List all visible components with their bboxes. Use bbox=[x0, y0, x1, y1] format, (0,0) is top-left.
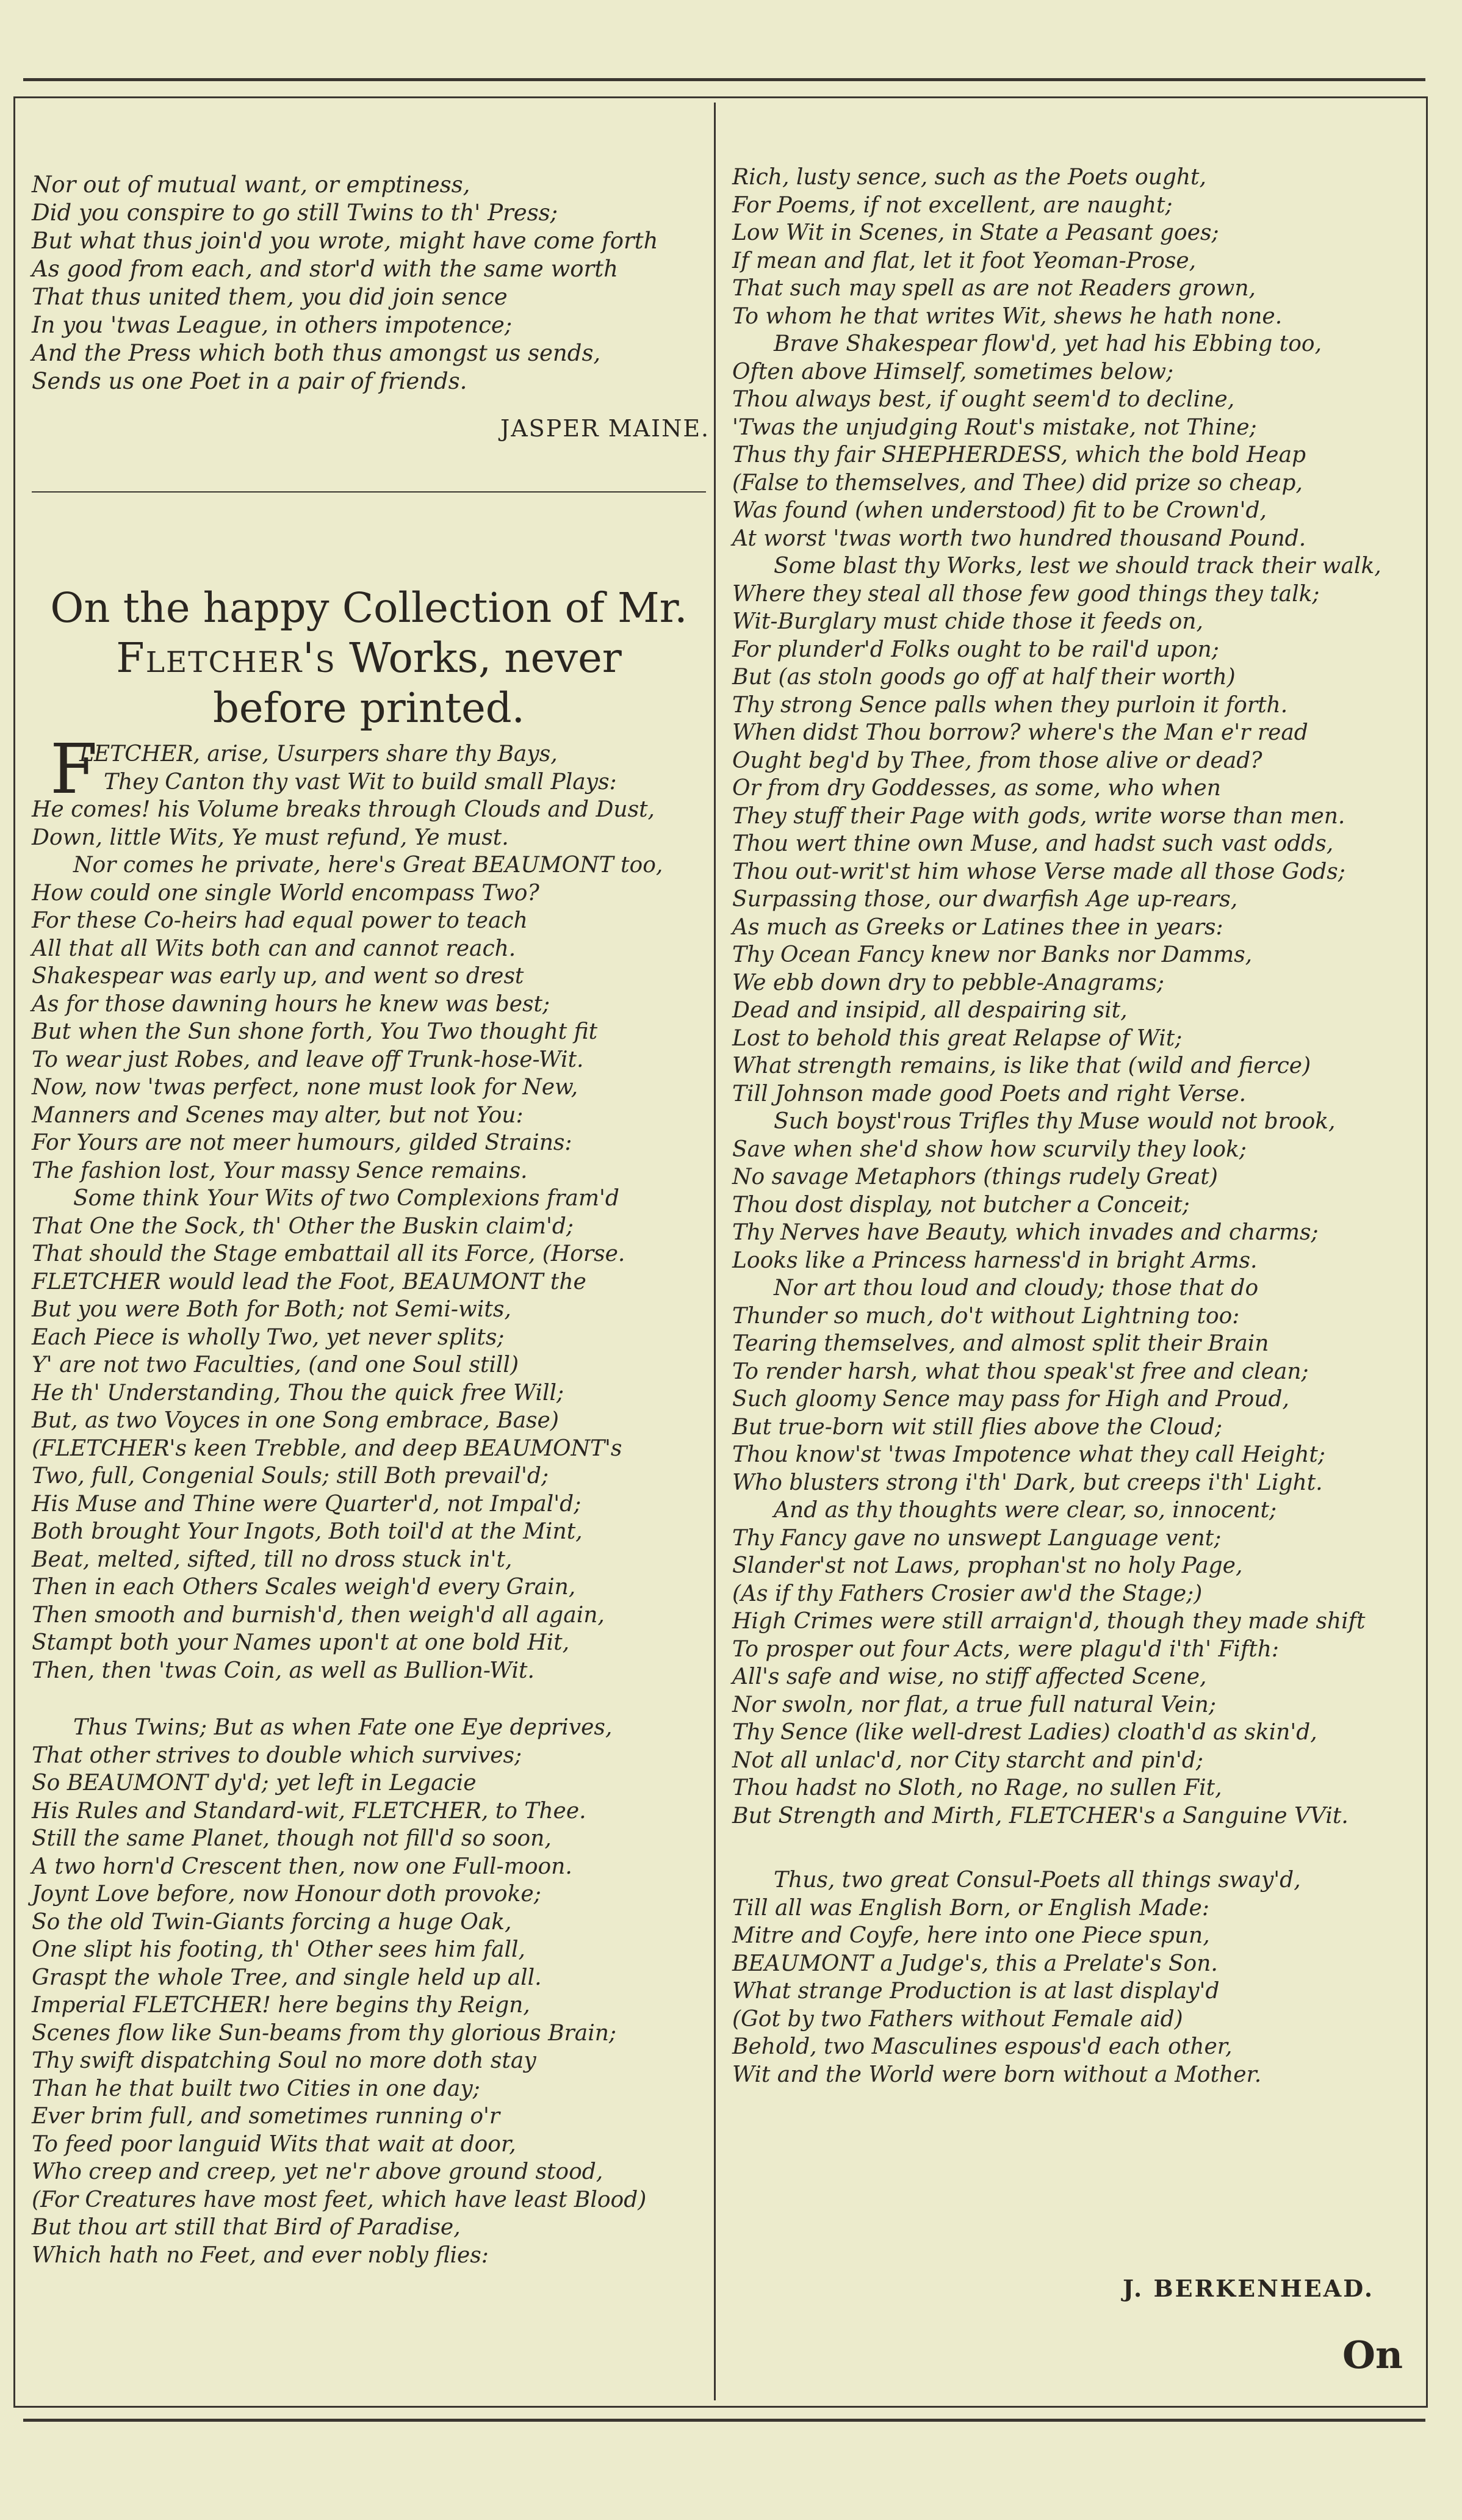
verse-line: They stuff their Page with gods, write worse than men. bbox=[732, 803, 1345, 829]
verse-line: When didst Thou borrow? where's the Man e'r read bbox=[732, 720, 1308, 745]
verse-line: He comes! his Volume breaks through Clouds and Dust, bbox=[32, 797, 655, 822]
verse-line: Two, full, Congenial Souls; still Both prevail'd; bbox=[32, 1464, 549, 1489]
verse-line: But what thus join'd you wrote, might have come forth bbox=[32, 228, 658, 254]
right-column-verse bbox=[732, 164, 1416, 2089]
verse-line: Still the same Planet, though not fill'd so soon, bbox=[32, 1826, 552, 1851]
verse-line: Thus thy fair SHEPHERDESS, which the bold Heap bbox=[732, 442, 1306, 468]
verse-line: Then, then 'twas Coin, as well as Bullion-Wit. bbox=[32, 1658, 535, 1683]
verse-line: Thunder so much, do't without Lightning too: bbox=[732, 1303, 1240, 1329]
verse-line: But you were Both for Both; not Semi-wits, bbox=[32, 1297, 511, 1322]
title-line-3: before printed. bbox=[213, 684, 525, 732]
verse-line: Thou know'st 'twas Impotence what they call Height; bbox=[732, 1442, 1326, 1467]
verse-line: Wit and the World were born without a Mother. bbox=[732, 2062, 1262, 2087]
verse-line: Nor out of mutual want, or emptiness, bbox=[32, 171, 470, 198]
verse-line: But (as stoln goods go off at half their worth) bbox=[732, 665, 1236, 690]
verse-line: Or from dry Goddesses, as some, who when bbox=[732, 776, 1221, 801]
verse-line: So the old Twin-Giants forcing a huge Oak, bbox=[32, 1909, 512, 1935]
verse-line: Thou dost display, not butcher a Conceit; bbox=[732, 1192, 1190, 1218]
verse-line: Beat, melted, sifted, till no dross stuck in't, bbox=[32, 1547, 513, 1572]
verse-line: Tearing themselves, and almost split their Brain bbox=[732, 1331, 1269, 1356]
verse-line: Ever brim full, and sometimes running o'r bbox=[32, 2104, 500, 2129]
verse-line: As for those dawning hours he knew was best; bbox=[32, 991, 550, 1017]
verse-line: Lost to behold this great Relapse of Wit; bbox=[732, 1025, 1183, 1051]
verse-line: Each Piece is wholly Two, yet never splits; bbox=[32, 1324, 505, 1350]
verse-line: Thy Ocean Fancy knew nor Banks nor Damms, bbox=[732, 942, 1253, 967]
stanza-break bbox=[32, 1684, 706, 1714]
verse-line: That should the Stage embattail all its Force, (Horse. bbox=[32, 1241, 625, 1266]
verse-line: Behold, two Masculines espous'd each other, bbox=[732, 2034, 1233, 2059]
verse-line: Nor swoln, nor flat, a true full natural Vein; bbox=[732, 1692, 1216, 1717]
title-line-2 bbox=[32, 633, 706, 683]
signature-jasper-maine: JASPER MAINE. bbox=[500, 415, 710, 442]
verse-line: If mean and flat, let it foot Yeoman-Prose, bbox=[732, 248, 1197, 273]
verse-line: He th' Understanding, Thou the quick free Will; bbox=[32, 1380, 564, 1406]
drop-cap: F bbox=[50, 730, 98, 809]
verse-line: Thy Sence (like well-drest Ladies) cloath'd as skin'd, bbox=[732, 1720, 1317, 1745]
section-divider bbox=[32, 491, 706, 493]
verse-line: (For Creatures have most feet, which have least Blood) bbox=[32, 2187, 647, 2212]
verse-line: Till all was English Born, or English Made: bbox=[732, 1895, 1209, 1921]
verse-line: For Yours are not meer humours, gilded Strains: bbox=[32, 1130, 572, 1155]
title-fletcher: Fletcher's bbox=[116, 634, 336, 682]
verse-line: So BEAUMONT dy'd; yet left in Legacie bbox=[32, 1771, 477, 1796]
verse-line: How could one single World encompass Two? bbox=[32, 880, 539, 906]
verse-line: Shakespear was early up, and went so drest bbox=[32, 964, 524, 989]
verse-line: (FLETCHER's keen Trebble, and deep BEAUMONT's bbox=[32, 1435, 622, 1461]
verse-line: 'Twas the unjudging Rout's mistake, not Thine; bbox=[732, 414, 1257, 440]
verse-line: Often above Himself, sometimes below; bbox=[732, 359, 1174, 384]
verse-line: Some blast thy Works, lest we should track their walk, bbox=[774, 554, 1381, 579]
verse-line: Where they steal all those few good things they talk; bbox=[732, 581, 1320, 607]
verse-line: BEAUMONT a Judge's, this a Prelate's Son. bbox=[732, 1951, 1218, 1976]
verse-line: Now, now 'twas perfect, none must look for New, bbox=[32, 1075, 578, 1100]
verse-line: We ebb down dry to pebble-Anagrams; bbox=[732, 970, 1164, 995]
poem-title bbox=[32, 583, 706, 733]
verse-line: Not all unlac'd, nor City starcht and pin'd; bbox=[732, 1747, 1203, 1773]
verse-line: A two horn'd Crescent then, now one Full-moon. bbox=[32, 1854, 572, 1879]
verse-line: High Crimes were still arraign'd, though they made shift bbox=[732, 1609, 1366, 1634]
verse-line: To whom he that writes Wit, shews he hath none. bbox=[732, 303, 1283, 329]
verse-line: Who blusters strong i'th' Dark, but creeps i'th' Light. bbox=[732, 1470, 1323, 1495]
verse-line: And as thy thoughts were clear, so, innocent; bbox=[774, 1498, 1277, 1523]
verse-line: The fashion lost, Your massy Sence remains. bbox=[32, 1158, 528, 1183]
verse-line: Then smooth and burnish'd, then weigh'd all again, bbox=[32, 1602, 605, 1628]
verse-line: Thou wert thine own Muse, and hadst such vast odds, bbox=[732, 831, 1334, 856]
verse-line: Till Johnson made good Poets and right Verse. bbox=[732, 1081, 1247, 1107]
verse-line: No savage Metaphors (things rudely Great) bbox=[732, 1164, 1218, 1190]
stanza-break bbox=[732, 1830, 1416, 1866]
verse-line: Thy Nerves have Beauty, which invades and charms; bbox=[732, 1220, 1319, 1245]
verse-line: But true-born wit still flies above the Cloud; bbox=[732, 1414, 1223, 1440]
top-rule bbox=[23, 78, 1425, 81]
verse-line: LETCHER, arise, Usurpers share thy Bays, bbox=[79, 742, 558, 767]
verse-line: All that all Wits both can and cannot reach. bbox=[32, 936, 516, 961]
left-column-verse bbox=[32, 740, 706, 2269]
verse-line: (Got by two Fathers without Female aid) bbox=[732, 2006, 1183, 2032]
verse-line: His Muse and Thine were Quarter'd, not Impal'd; bbox=[32, 1491, 582, 1517]
verse-line: Dead and insipid, all despairing sit, bbox=[732, 998, 1128, 1023]
verse-line: As good from each, and stor'd with the same worth bbox=[32, 256, 618, 282]
verse-line: Then in each Others Scales weigh'd every Grain, bbox=[32, 1575, 576, 1600]
verse-line: Thou hadst no Sloth, no Rage, no sullen Fit, bbox=[732, 1775, 1222, 1800]
verse-line: To prosper out four Acts, were plagu'd i'th' Fifth: bbox=[732, 1636, 1280, 1662]
verse-line: One slipt his footing, th' Other sees him fall, bbox=[32, 1937, 525, 1962]
verse-line: That One the Sock, th' Other the Buskin claim'd; bbox=[32, 1213, 574, 1239]
verse-line: But thou art still that Bird of Paradise, bbox=[32, 2215, 461, 2240]
title-line-1: On the happy Collection of Mr. bbox=[50, 584, 688, 632]
verse-line: (False to themselves, and Thee) did prize so cheap, bbox=[732, 470, 1303, 496]
verse-line: Ought beg'd by Thee, from those alive or dead? bbox=[732, 748, 1262, 773]
verse-line: Did you conspire to go still Twins to th' Press; bbox=[32, 200, 558, 226]
verse-line: Was found (when understood) fit to be Crown'd, bbox=[732, 498, 1267, 523]
verse-line: Graspt the whole Tree, and single held up all. bbox=[32, 1965, 542, 1990]
catchword: On bbox=[1342, 2333, 1403, 2377]
verse-line: Some think Your Wits of two Complexions fram'd bbox=[73, 1186, 619, 1211]
verse-line: What strength remains, is like that (wild and fierce) bbox=[732, 1053, 1311, 1078]
verse-line: Nor art thou loud and cloudy; those that do bbox=[774, 1276, 1259, 1301]
verse-line: Wit-Burglary must chide those it feeds on, bbox=[732, 609, 1203, 634]
verse-line: Down, little Wits, Ye must refund, Ye must. bbox=[32, 825, 509, 850]
verse-line: Such boyst'rous Trifles thy Muse would not brook, bbox=[774, 1109, 1336, 1134]
verse-line: But when the Sun shone forth, You Two thought fit bbox=[32, 1019, 598, 1044]
verse-line: Thou out-writ'st him whose Verse made all those Gods; bbox=[732, 859, 1345, 884]
verse-line: Thus, two great Consul-Poets all things sway'd, bbox=[774, 1868, 1301, 1893]
verse-line: Slander'st not Laws, prophan'st no holy Page, bbox=[732, 1553, 1243, 1578]
verse-line: Joynt Love before, now Honour doth provoke; bbox=[32, 1882, 541, 1907]
verse-line: Such gloomy Sence may pass for High and Proud, bbox=[732, 1387, 1289, 1412]
verse-line: In you 'twas League, in others impotence; bbox=[32, 312, 513, 338]
verse-line: Nor comes he private, here's Great BEAUMONT too, bbox=[73, 853, 663, 878]
verse-line: And the Press which both thus amongst us sends, bbox=[32, 340, 601, 366]
verse-line: Y' are not two Faculties, (and one Soul still) bbox=[32, 1352, 519, 1377]
verse-line: That thus united them, you did join sence bbox=[32, 284, 508, 310]
verse-line: Manners and Scenes may alter, but not You: bbox=[32, 1102, 524, 1128]
verse-line: To render harsh, what thou speak'st free and clean; bbox=[732, 1359, 1309, 1384]
verse-line: Thy strong Sence palls when they purloin it forth. bbox=[732, 692, 1288, 718]
verse-line: Sends us one Poet in a pair of friends. bbox=[32, 368, 467, 394]
title-line-2-rest: Works, never bbox=[336, 634, 622, 682]
verse-line: To feed poor languid Wits that wait at door, bbox=[32, 2131, 516, 2157]
signature-berkenhead: J. BERKENHEAD. bbox=[1123, 2275, 1375, 2302]
verse-line: Mitre and Coyfe, here into one Piece spun, bbox=[732, 1923, 1210, 1948]
verse-line: That other strives to double which survives; bbox=[32, 1742, 522, 1768]
verse-line: They Canton thy vast Wit to build small Plays: bbox=[104, 769, 617, 795]
verse-line: Low Wit in Scenes, in State a Peasant goes; bbox=[732, 220, 1219, 245]
verse-line: Thou always best, if ought seem'd to decline, bbox=[732, 387, 1235, 412]
bottom-rule bbox=[23, 2419, 1425, 2422]
verse-line: As much as Greeks or Latines thee in years: bbox=[732, 914, 1223, 940]
verse-line: But, as two Voyces in one Song embrace, Base) bbox=[32, 1408, 559, 1433]
verse-line: Rich, lusty sence, such as the Poets ought, bbox=[732, 165, 1206, 190]
verse-line: Who creep and creep, yet ne'r above ground stood, bbox=[32, 2159, 603, 2184]
verse-line: Thy swift dispatching Soul no more doth stay bbox=[32, 2048, 536, 2073]
verse-line: Than he that built two Cities in one day; bbox=[32, 2076, 480, 2101]
verse-line: Thy Fancy gave no unswept Language vent; bbox=[732, 1525, 1222, 1551]
verse-line: Imperial FLETCHER! here begins thy Reign, bbox=[32, 1993, 530, 2018]
verse-line: Thus Twins; But as when Fate one Eye deprives, bbox=[73, 1715, 613, 1740]
verse-line: Surpassing those, our dwarfish Age up-rears, bbox=[732, 887, 1238, 912]
verse-line: To wear just Robes, and leave off Trunk-hose-Wit. bbox=[32, 1047, 584, 1072]
verse-line: Which hath no Feet, and ever nobly flies: bbox=[32, 2242, 489, 2268]
verse-line: FLETCHER would lead the Foot, BEAUMONT the bbox=[32, 1269, 586, 1294]
verse-line: That such may spell as are not Readers grown, bbox=[732, 276, 1256, 301]
verse-line: For plunder'd Folks ought to be rail'd upon; bbox=[732, 637, 1219, 662]
verse-line: But Strength and Mirth, FLETCHER's a Sanguine VVit. bbox=[732, 1803, 1349, 1829]
verse-line: Stampt both your Names upon't at one bold Hit, bbox=[32, 1630, 570, 1655]
column-divider bbox=[714, 103, 716, 2400]
verse-line: For these Co-heirs had equal power to teach bbox=[32, 908, 528, 933]
verse-line: Looks like a Princess harness'd in bright Arms. bbox=[732, 1247, 1258, 1273]
verse-line: Scenes flow like Sun-beams from thy glorious Brain; bbox=[32, 2020, 617, 2046]
verse-line: For Poems, if not excellent, are naught; bbox=[732, 192, 1173, 218]
verse-line: What strange Production is at last display'd bbox=[732, 1979, 1220, 2004]
verse-line: (As if thy Fathers Crosier aw'd the Stage;) bbox=[732, 1581, 1203, 1606]
verse-line: Both brought Your Ingots, Both toil'd at the Mint, bbox=[32, 1519, 583, 1544]
verse-line: At worst 'twas worth two hundred thousand Pound. bbox=[732, 525, 1306, 551]
verse-line: Save when she'd show how scurvily they look; bbox=[732, 1136, 1247, 1162]
preceding-poem-ending bbox=[32, 171, 706, 395]
verse-line: Brave Shakespear flow'd, yet had his Ebbing too, bbox=[774, 331, 1322, 356]
verse-line: All's safe and wise, no stiff affected Scene, bbox=[732, 1664, 1207, 1689]
verse-line: His Rules and Standard-wit, FLETCHER, to Thee. bbox=[32, 1798, 586, 1824]
